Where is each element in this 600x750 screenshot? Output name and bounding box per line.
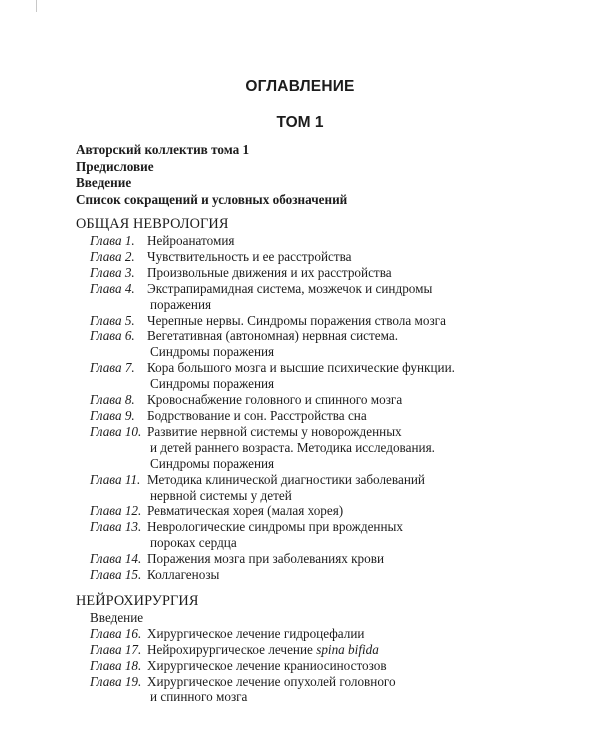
toc-entry[interactable] — [76, 642, 576, 658]
chapter-number: Глава 18. — [90, 657, 142, 673]
chapter-title — [147, 233, 576, 249]
chapter-number: Глава 1. — [90, 233, 135, 248]
toc-entry[interactable] — [76, 265, 576, 281]
toc-entry[interactable] — [76, 503, 576, 519]
chapter-title-continuation: пороках сердца — [150, 535, 237, 551]
chapter-title-line: Экстрапирамидная система, мозжечок и синдромы — [147, 280, 433, 296]
section-intro[interactable]: Введение — [90, 609, 144, 625]
chapter-number: Глава 2. — [90, 248, 135, 264]
chapter-title-line: Неврологические синдромы при врожденных — [147, 519, 403, 535]
chapter-title-line: Коллагенозы — [147, 567, 220, 583]
toc-entry[interactable] — [76, 674, 576, 706]
chapter-title — [147, 519, 576, 551]
chapter-title-line: Кора большого мозга и высшие психические функции. — [147, 360, 455, 376]
chapter-title — [147, 551, 576, 567]
chapter-number: Глава 14. — [90, 551, 142, 567]
section-title-general-neurology: ОБЩАЯ НЕВРОЛОГИЯ — [76, 216, 229, 232]
front-matter — [76, 142, 576, 208]
toc-entry[interactable] — [76, 519, 576, 551]
chapter-title — [147, 626, 576, 642]
chapter-title-continuation: Синдромы поражения — [150, 455, 275, 471]
chapter-title — [147, 328, 576, 360]
toc-entry[interactable] — [76, 626, 576, 642]
volume-title: ТОМ 1 — [276, 114, 324, 131]
chapter-title-continuation: нервной системы у детей — [150, 487, 292, 503]
chapter-number: Глава 9. — [90, 407, 135, 423]
chapter-title-line: Произвольные движения и их расстройства — [147, 264, 392, 280]
toc-entry[interactable] — [76, 567, 576, 583]
chapter-title-line: Методика клинической диагностики заболеваний — [147, 471, 425, 487]
front-item-authors[interactable]: Авторский коллектив тома 1 — [76, 142, 250, 157]
toc-entry[interactable] — [76, 392, 576, 408]
section-title-neurosurgery: НЕЙРОХИРУРГИЯ — [76, 592, 199, 609]
toc-entry[interactable] — [76, 551, 576, 567]
toc-entry[interactable] — [76, 360, 576, 392]
chapter-title — [147, 424, 576, 472]
chapter-number: Глава 6. — [90, 328, 135, 344]
chapter-title — [147, 567, 576, 583]
toc-entry[interactable] — [76, 424, 576, 472]
chapter-title-line: Хирургическое лечение гидроцефалии — [147, 625, 365, 641]
chapter-number: Глава 5. — [90, 312, 135, 328]
chapter-title-continuation: Синдромы поражения — [150, 344, 275, 360]
toc-entry[interactable] — [76, 472, 576, 504]
front-item-preface[interactable]: Предисловие — [76, 158, 154, 174]
chapter-title — [147, 265, 576, 281]
page-edge-mark — [36, 0, 37, 12]
chapter-number: Глава 8. — [90, 392, 135, 408]
chapter-title-line: Вегетативная (автономная) нервная система. — [147, 328, 399, 344]
chapter-title-line: Кровоснабжение головного и спинного мозга — [147, 392, 403, 408]
chapter-title-line: Хирургическое лечение краниосиностозов — [147, 657, 387, 673]
chapter-list-neurosurgery — [76, 626, 576, 706]
chapter-title-continuation: Синдромы поражения — [150, 376, 275, 392]
chapter-title — [147, 658, 576, 674]
chapter-number: Глава 10. — [90, 423, 142, 439]
toc-entry[interactable] — [76, 249, 576, 265]
chapter-number: Глава 16. — [90, 625, 142, 641]
chapter-title — [147, 360, 576, 392]
toc-content — [76, 142, 576, 705]
chapter-title — [147, 313, 576, 329]
chapter-title-continuation: и детей раннего возраста. Методика исследования. — [150, 439, 435, 455]
chapter-number: Глава 11. — [90, 471, 141, 487]
chapter-list-general-neurology — [76, 233, 576, 583]
chapter-number: Глава 4. — [90, 280, 135, 296]
chapter-title — [147, 642, 576, 658]
chapter-title-line: Черепные нервы. Синдромы поражения ствола мозга — [147, 312, 446, 328]
chapter-title-line: Ревматическая хорея (малая хорея) — [147, 503, 344, 519]
front-item-abbreviations[interactable]: Список сокращений и условных обозначений — [76, 191, 348, 207]
toc-entry[interactable] — [76, 281, 576, 313]
toc-entry[interactable] — [76, 233, 576, 249]
chapter-title — [147, 674, 576, 706]
chapter-title — [147, 392, 576, 408]
page-title: ОГЛАВЛЕНИЕ — [245, 78, 355, 95]
chapter-title — [147, 281, 576, 313]
chapter-title-text: Нейрохирургическое лечение — [147, 641, 313, 657]
chapter-title-line — [147, 642, 576, 658]
chapter-title-line: Поражения мозга при заболеваниях крови — [147, 551, 385, 567]
chapter-title — [147, 472, 576, 504]
front-item-introduction[interactable]: Введение — [76, 175, 132, 190]
chapter-title-continuation: поражения — [150, 296, 212, 312]
chapter-number: Глава 17. — [90, 641, 142, 657]
chapter-title-line: Нейроанатомия — [147, 233, 235, 248]
chapter-title — [147, 249, 576, 265]
chapter-title-line: Развитие нервной системы у новорожденных — [147, 423, 402, 439]
chapter-number: Глава 3. — [90, 264, 135, 280]
chapter-title-line: Чувствительность и ее расстройства — [147, 248, 352, 264]
chapter-number: Глава 15. — [90, 567, 142, 583]
chapter-title-line: Бодрствование и сон. Расстройства сна — [147, 407, 367, 423]
toc-entry[interactable] — [76, 313, 576, 329]
toc-entry[interactable] — [76, 408, 576, 424]
chapter-title — [147, 408, 576, 424]
chapter-title-continuation: и спинного мозга — [150, 689, 248, 705]
chapter-number: Глава 7. — [90, 360, 135, 376]
latin-term: spina bifida — [316, 641, 379, 657]
chapter-number: Глава 13. — [90, 519, 142, 535]
chapter-number: Глава 19. — [90, 673, 142, 689]
toc-entry[interactable] — [76, 328, 576, 360]
chapter-title-line: Хирургическое лечение опухолей головного — [147, 673, 396, 689]
chapter-title — [147, 503, 576, 519]
chapter-number: Глава 12. — [90, 503, 142, 519]
toc-entry[interactable] — [76, 658, 576, 674]
